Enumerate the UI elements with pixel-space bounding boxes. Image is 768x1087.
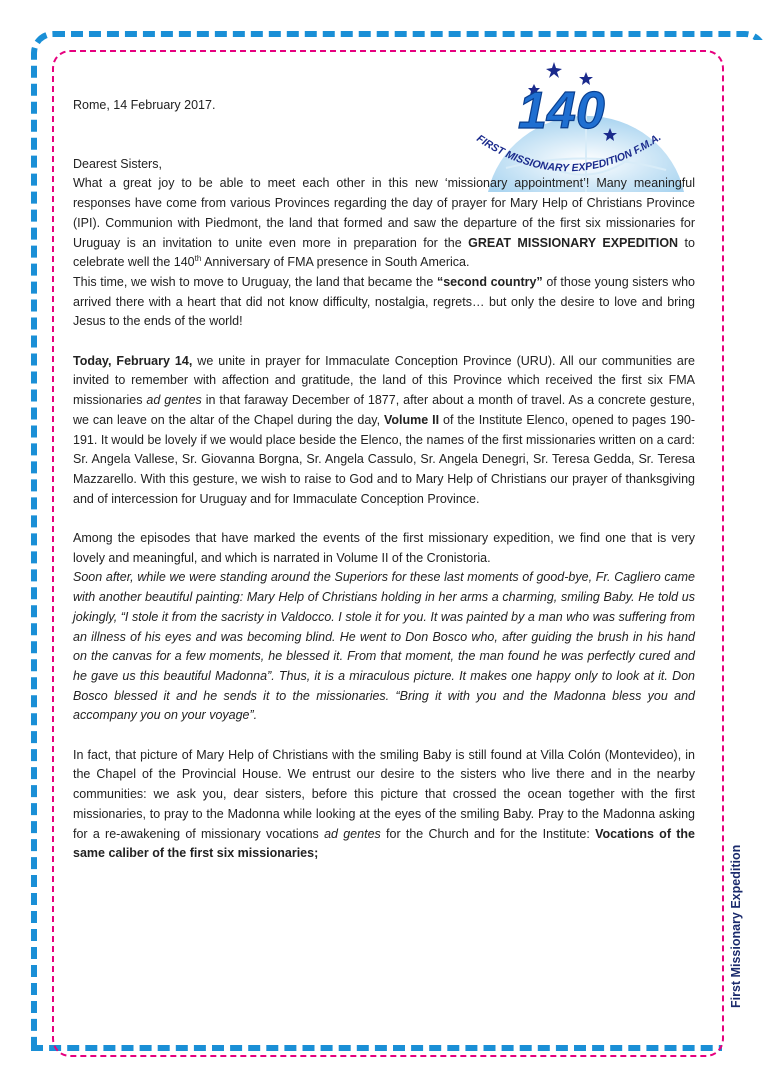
quote-paragraph: Soon after, while we were standing around the Superiors for these last moments of good-bye, Fr. Cagliero came with another beautiful painting: Mary Help of Christians holding in her arms a charming, smiling Baby. He told us jokingly, “I stole it from the sacristy in Valdocco. I stole it for you. It was painted by a man who was suffering from an illness of his eyes and was becoming blind. He went to Don Bosco who, after guiding the brush in his hand on the canvas for a few moments, he blessed it. From that moment, the man found he was perfectly cured and he gave us this beautiful Madonna”. Thus, it is a miraculous picture. It makes one happy only to look at it. Don Bosco blessed it and he sends it to the missionaries. “Bring it with you and the Madonna bless you and accompany you on your voyage”.: [73, 570, 695, 723]
logo-text: FIRST MISSIONARY EXPEDITION F.M.A.: [474, 131, 664, 175]
paragraph-2: This time, we wish to move to Uruguay, the land that became the “second country” of those young sisters who arrived there with a heart that did not know difficulty, nostalgia, regrets… but only the desire to love and bring Jesus to the ends of the world!: [73, 274, 695, 329]
letter-date: Rome, 14 February 2017.: [73, 98, 216, 112]
paragraph-4: Among the episodes that have marked the events of the first missionary expedition, we find one that is very lovely and meaningful, and which is narrated in Volume II of the Cronistoria.: [73, 531, 695, 565]
letter-body: [73, 96, 695, 864]
side-label: First Missionary Expedition: [729, 844, 743, 1008]
paragraph-3: Today, February 14, we unite in prayer for Immaculate Conception Province (URU). All our communities are invited to remember with affection and gratitude, the land of this Province which received the first six FMA missionaries ad gentes in that faraway December of 1877, after about a month of travel. As a concrete gesture, we can leave on the altar of the Chapel during the day, Volume II of the Institute Elenco, opened to pages 190-191. It would be lovely if we would place beside the Elenco, the names of the first missionaries written on a card: Sr. Angela Vallese, Sr. Giovanna Borgna, Sr. Angela Cassulo, Sr. Angela Denegri, Sr. Teresa Gedda, Sr. Teresa Mazzarello. With this gesture, we wish to raise to God and to Mary Help of Christians our prayer of thanksgiving and of intercession for Uruguay and for Immaculate Conception Province.: [73, 353, 696, 506]
logo-number: 140: [518, 82, 605, 140]
paragraph-1: What a great joy to be able to meet each other in this new ‘missionary appointment’! Many meaningful responses have come from various Provinces regarding the day of prayer for Mary Help of Christians Province (IPI). Communion with Piedmont, the land that formed and saw the departure of the first six missionaries for Uruguay is an invitation to unite even more in preparation for the GREAT MISSIONARY EXPEDITION to celebrate well the 140th Anniversary of FMA presence in South America.: [73, 176, 695, 270]
paragraph-6: In fact, that picture of Mary Help of Christians with the smiling Baby is still found at Villa Colón (Montevideo), in the Chapel of the Provincial House. We entrust our desire to the sisters who live there and in the nearby communities: we ask you, dear sisters, before this picture that crossed the ocean together with the first missionaries, to pray to the Madonna while looking at the eyes of the smiling Baby. Pray to the Madonna asking for a re-awakening of missionary vocations ad gentes for the Church and for the Institute: Vocations of the same caliber of the first six missionaries;: [73, 747, 695, 861]
salutation: Dearest Sisters,: [73, 156, 162, 171]
